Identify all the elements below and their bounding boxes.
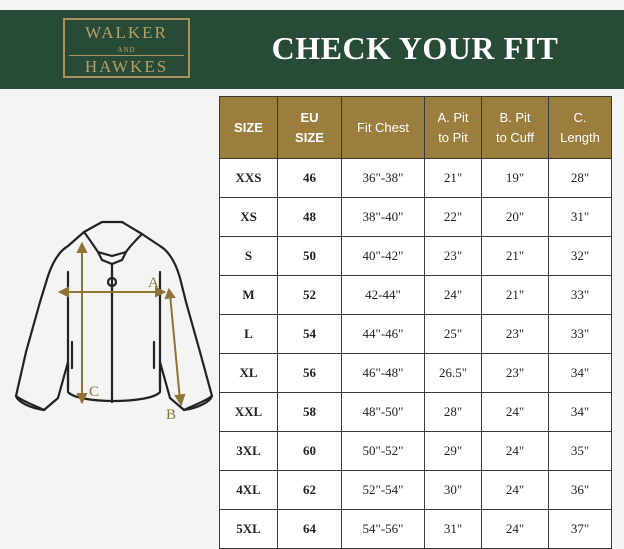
cell-pit-to-cuff: 23" <box>482 315 549 354</box>
header-pit-to-cuff <box>482 97 549 159</box>
cell-pit-to-pit: 24" <box>425 276 482 315</box>
table-row <box>220 432 612 471</box>
header-eu-size-line2: SIZE <box>295 129 324 145</box>
measure-c-label: C <box>89 384 100 400</box>
brand-name-and: AND <box>117 46 136 54</box>
header-pit-to-pit <box>425 97 482 159</box>
cell-size: 5XL <box>220 510 278 549</box>
cell-fit-chest: 44"-46" <box>342 315 425 354</box>
header-length-line2: Length <box>560 129 600 145</box>
cell-eu-size: 56 <box>278 354 342 393</box>
cell-length: 37" <box>549 510 612 549</box>
cell-length: 34" <box>549 354 612 393</box>
cell-fit-chest: 40"-42" <box>342 237 425 276</box>
cell-pit-to-cuff: 24" <box>482 510 549 549</box>
cell-eu-size: 54 <box>278 315 342 354</box>
table-row <box>220 354 612 393</box>
cell-length: 32" <box>549 237 612 276</box>
cell-pit-to-cuff: 20" <box>482 198 549 237</box>
cell-size: S <box>220 237 278 276</box>
header-pit-to-pit-line2: to Pit <box>438 129 468 145</box>
table-row <box>220 471 612 510</box>
brand-logo <box>63 18 190 78</box>
cell-pit-to-pit: 30" <box>425 471 482 510</box>
cell-fit-chest: 42-44" <box>342 276 425 315</box>
brand-divider <box>69 55 184 56</box>
top-strip <box>0 0 624 10</box>
jacket-collar-path <box>84 232 142 256</box>
header-banner <box>0 10 624 89</box>
cell-size: XS <box>220 198 278 237</box>
header-pit-to-cuff-line2: to Cuff <box>495 129 535 145</box>
cell-pit-to-cuff: 23" <box>482 354 549 393</box>
cell-eu-size: 60 <box>278 432 342 471</box>
jacket-measurement-diagram <box>10 212 220 422</box>
cell-pit-to-cuff: 24" <box>482 393 549 432</box>
header-size-text: SIZE <box>234 119 263 135</box>
cell-length: 34" <box>549 393 612 432</box>
cell-eu-size: 64 <box>278 510 342 549</box>
cell-size: M <box>220 276 278 315</box>
cell-length: 33" <box>549 315 612 354</box>
cell-pit-to-pit: 29" <box>425 432 482 471</box>
jacket-outline-path <box>16 222 212 410</box>
cell-fit-chest: 50"-52" <box>342 432 425 471</box>
cell-length: 28" <box>549 159 612 198</box>
table-header-row <box>220 97 612 159</box>
cell-pit-to-pit: 23" <box>425 237 482 276</box>
header-eu-size-line1: EU <box>300 109 319 125</box>
cell-fit-chest: 46"-48" <box>342 354 425 393</box>
cell-pit-to-cuff: 21" <box>482 276 549 315</box>
measure-c-arrow-top <box>78 244 86 252</box>
cell-fit-chest: 38"-40" <box>342 198 425 237</box>
cell-length: 35" <box>549 432 612 471</box>
cell-fit-chest: 54"-56" <box>342 510 425 549</box>
cell-eu-size: 50 <box>278 237 342 276</box>
cell-pit-to-cuff: 24" <box>482 432 549 471</box>
measure-b-arrow-top <box>166 290 174 298</box>
cell-pit-to-pit: 25" <box>425 315 482 354</box>
header-fit-chest-text: Fit Chest <box>356 119 409 135</box>
cell-eu-size: 58 <box>278 393 342 432</box>
table-row <box>220 237 612 276</box>
header-fit-chest <box>342 97 425 159</box>
table-row <box>220 276 612 315</box>
measure-a-arrow-left <box>60 288 68 296</box>
header-pit-to-cuff-line1: B. Pit <box>499 109 531 125</box>
cell-pit-to-pit: 28" <box>425 393 482 432</box>
measure-b-line <box>170 294 180 400</box>
cell-pit-to-cuff: 24" <box>482 471 549 510</box>
header-length-line1: C. <box>573 109 587 125</box>
cell-pit-to-pit: 26.5" <box>425 354 482 393</box>
brand-name-walker: WALKER <box>85 23 168 42</box>
cell-size: 4XL <box>220 471 278 510</box>
cell-size: XXL <box>220 393 278 432</box>
cell-pit-to-cuff: 21" <box>482 237 549 276</box>
cell-eu-size: 62 <box>278 471 342 510</box>
header-eu-size <box>278 97 342 159</box>
header-size <box>220 97 278 159</box>
table-row <box>220 510 612 549</box>
cell-length: 33" <box>549 276 612 315</box>
table-row <box>220 315 612 354</box>
cell-pit-to-pit: 31" <box>425 510 482 549</box>
cell-length: 31" <box>549 198 612 237</box>
right-cuff-path <box>184 396 212 410</box>
brand-name-hawkes: HAWKES <box>84 57 169 76</box>
cell-fit-chest: 36"-38" <box>342 159 425 198</box>
left-cuff-path <box>16 396 44 410</box>
size-chart-table <box>219 96 612 549</box>
cell-pit-to-cuff: 19" <box>482 159 549 198</box>
measure-b-label: B <box>166 407 177 422</box>
table-row <box>220 198 612 237</box>
cell-pit-to-pit: 22" <box>425 198 482 237</box>
cell-eu-size: 46 <box>278 159 342 198</box>
cell-eu-size: 52 <box>278 276 342 315</box>
measure-b-arrow-bottom <box>176 395 184 404</box>
measure-a-label: A <box>148 275 159 291</box>
table-row <box>220 159 612 198</box>
header-pit-to-pit-line1: A. Pit <box>437 109 469 125</box>
cell-size: L <box>220 315 278 354</box>
cell-fit-chest: 48"-50" <box>342 393 425 432</box>
table-row <box>220 393 612 432</box>
page-title: CHECK YOUR FIT <box>271 30 559 66</box>
header-length <box>549 97 612 159</box>
cell-length: 36" <box>549 471 612 510</box>
measure-c-arrow-bottom <box>78 394 86 402</box>
cell-eu-size: 48 <box>278 198 342 237</box>
cell-size: XXS <box>220 159 278 198</box>
cell-fit-chest: 52"-54" <box>342 471 425 510</box>
cell-pit-to-pit: 21" <box>425 159 482 198</box>
cell-size: XL <box>220 354 278 393</box>
cell-size: 3XL <box>220 432 278 471</box>
